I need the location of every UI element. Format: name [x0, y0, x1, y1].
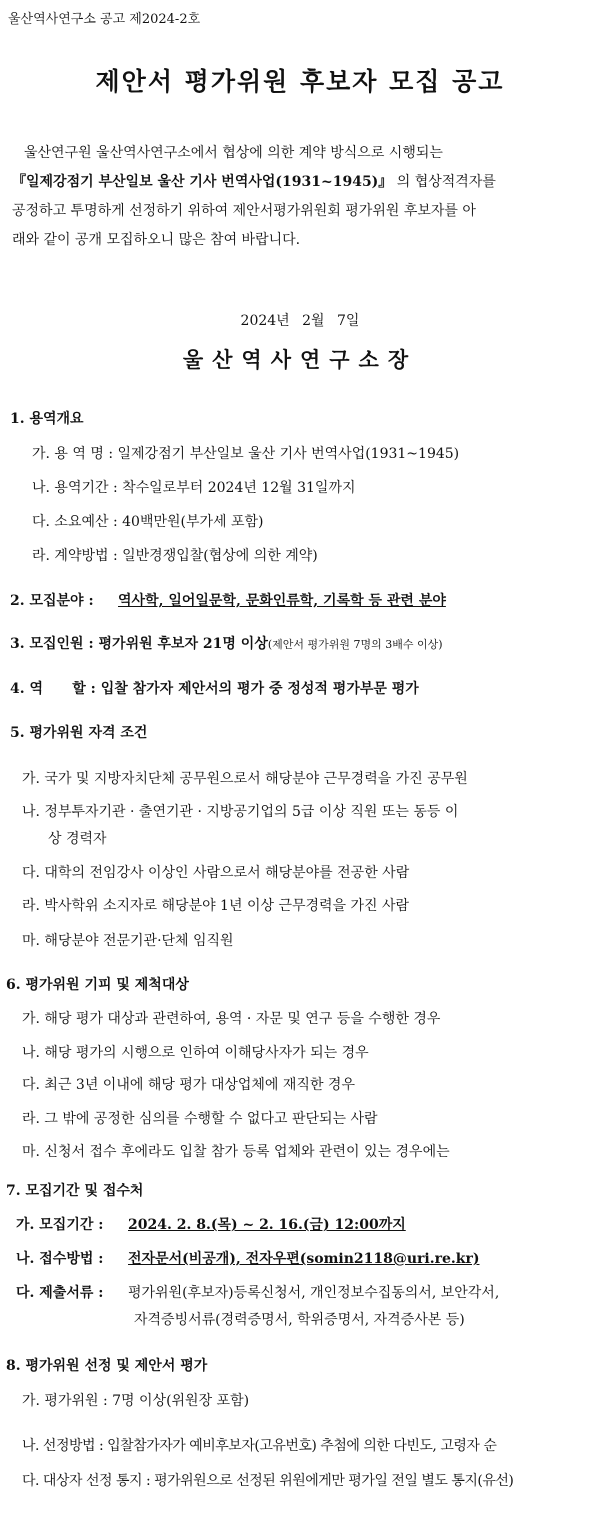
- section-7-period-label: 가. 모집기간 :: [16, 1217, 104, 1233]
- section-7-docs-value-1: 평가위원(후보자)등록신청서, 개인정보수집동의서, 보안각서,: [128, 1285, 500, 1301]
- section-4-heading: [10, 678, 419, 698]
- section-7-period-value: 2024. 2. 8.(목) ~ 2. 16.(금) 12:00까지: [128, 1217, 406, 1233]
- section-7-heading: 7. 모집기간 및 접수처: [6, 1183, 144, 1199]
- intro-line-2: [12, 171, 590, 193]
- section-1-item-c: 다. 소요예산 : 40백만원(부가세 포함): [32, 514, 264, 530]
- section-7-docs-value-2: 자격증빙서류(경력증명서, 학위증명서, 자격증사본 등): [134, 1312, 465, 1328]
- intro-line-4: 래와 같이 공개 모집하오니 많은 참여 바랍니다.: [12, 232, 301, 248]
- section-5-item-a: 가. 국가 및 지방자치단체 공무원으로서 해당분야 근무경력을 가진 공무원: [22, 771, 468, 787]
- section-5-item-d: 라. 박사학위 소지자로 해당분야 1년 이상 근무경력을 가진 사람: [22, 898, 410, 914]
- section-1-heading: 1. 용역개요: [10, 411, 84, 427]
- section-5-heading: 5. 평가위원 자격 조건: [10, 725, 148, 741]
- section-4-value: 입찰 참가자 제안서의 평가 중 정성적 평가부문 평가: [100, 681, 419, 697]
- notice-date: 2024년 2월 7일: [240, 313, 360, 329]
- section-4-label: 4. 역 할 :: [10, 681, 96, 697]
- section-7-method-label: 나. 접수방법 :: [16, 1251, 104, 1267]
- section-1-item-a: 가. 용 역 명 : 일제강점기 부산일보 울산 기사 번역사업(1931~1945): [32, 446, 460, 462]
- page-title: 제안서 평가위원 후보자 모집 공고: [95, 67, 505, 96]
- section-6-item-e: 마. 신청서 접수 후에라도 입찰 참가 등록 업체와 관련이 있는 경우에는: [22, 1144, 450, 1160]
- section-3-note: (제안서 평가위원 7명의 3배수 이상): [267, 638, 443, 651]
- section-8-heading: 8. 평가위원 선정 및 제안서 평가: [6, 1358, 208, 1374]
- section-8-item-a: 가. 평가위원 : 7명 이상(위원장 포함): [22, 1393, 250, 1409]
- section-6-heading: 6. 평가위원 기피 및 제척대상: [6, 977, 189, 993]
- section-8-item-b: 나. 선정방법 : 입찰참가자가 예비후보자(고유번호) 추첨에 의한 다빈도, 고령자 순: [22, 1438, 497, 1454]
- section-7-docs-label: 다. 제출서류 :: [16, 1285, 104, 1301]
- section-7-method-value: 전자문서(비공개), 전자우편(somin2118@uri.re.kr): [128, 1251, 480, 1267]
- section-3-label: 3. 모집인원 :: [10, 636, 94, 652]
- section-5-item-e: 마. 해당분야 전문기관·단체 임직원: [22, 933, 234, 949]
- section-1-item-d: 라. 계약방법 : 일반경쟁입찰(협상에 의한 계약): [32, 548, 318, 564]
- section-5-item-b-cont: 상 경력자: [48, 831, 107, 847]
- intro-line-1: 울산연구원 울산역사연구소에서 협상에 의한 계약 방식으로 시행되는: [24, 145, 443, 161]
- section-6-item-c: 다. 최근 3년 이내에 해당 평가 대상업체에 재직한 경우: [22, 1077, 355, 1093]
- section-3-value: 평가위원 후보자 21명 이상: [98, 636, 268, 652]
- issuer-name: 울산역사연구소장: [182, 347, 418, 372]
- notice-number: 울산역사연구소 공고 제2024-2호: [8, 12, 201, 27]
- section-6-item-b: 나. 해당 평가의 시행으로 인하여 이해당사자가 되는 경우: [22, 1045, 369, 1061]
- section-1-item-b: 나. 용역기간 : 착수일로부터 2024년 12월 31일까지: [32, 480, 356, 496]
- section-3-heading: [10, 633, 443, 653]
- section-5-item-b: 나. 정부투자기관 · 출연기관 · 지방공기업의 5급 이상 직원 또는 동등 이: [22, 804, 459, 820]
- intro-line-3: 공정하고 투명하게 선정하기 위하여 제안서평가위원회 평가위원 후보자를 아: [12, 203, 476, 219]
- section-8-item-c: 다. 대상자 선정 통지 : 평가위원으로 선정된 위원에게만 평가일 전일 별도 통지(유선): [22, 1473, 514, 1489]
- section-2-heading: 2. 모집분야 :: [10, 593, 94, 609]
- intro-line-2-rest: 의 협상적격자를: [396, 174, 496, 190]
- section-5-item-c: 다. 대학의 전임강사 이상인 사람으로서 해당분야를 전공한 사람: [22, 865, 410, 881]
- section-6-item-d: 라. 그 밖에 공정한 심의를 수행할 수 없다고 판단되는 사람: [22, 1111, 378, 1127]
- section-6-item-a: 가. 해당 평가 대상과 관련하여, 용역 · 자문 및 연구 등을 수행한 경우: [22, 1011, 441, 1027]
- section-2-value: 역사학, 일어일문학, 문화인류학, 기록학 등 관련 분야: [118, 593, 446, 609]
- project-name: 『일제강점기 부산일보 울산 기사 번역사업(1931~1945)』: [12, 174, 393, 190]
